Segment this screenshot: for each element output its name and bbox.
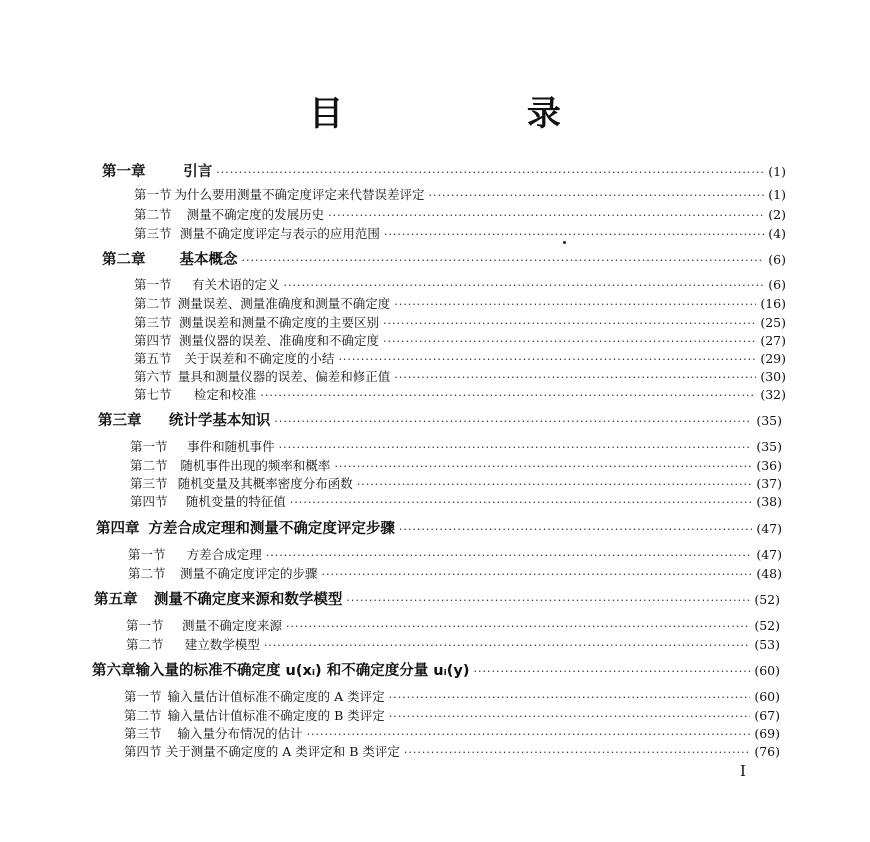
- section-number: 第四节: [130, 494, 168, 509]
- dot-leader: [346, 594, 750, 607]
- page-ref: (38): [756, 494, 782, 509]
- section-title: 随机变量的特征值: [185, 494, 286, 509]
- section-title: 方差合成定理: [186, 547, 262, 562]
- section-title: 关于误差和不确定度的小结: [184, 351, 335, 366]
- dot-leader: [266, 549, 753, 562]
- dot-leader: [279, 441, 753, 454]
- section-entry[interactable]: [134, 185, 786, 205]
- section-entry[interactable]: [134, 275, 786, 295]
- chapter-number: 第二章: [102, 252, 146, 268]
- dot-leader: [334, 460, 752, 473]
- dot-leader: [274, 415, 752, 428]
- section-title: 测量误差和测量不确定度的主要区别: [179, 315, 380, 330]
- page-ref: (76): [754, 744, 780, 759]
- section-number: 第二节: [134, 296, 172, 311]
- section-entry[interactable]: [126, 616, 780, 636]
- chapter-entry[interactable]: [102, 248, 786, 268]
- section-title: 输入量估计值标准不确定度的 B 类评定: [167, 708, 385, 723]
- section-title: 测量不确定度评定的步骤: [179, 566, 318, 581]
- page-ref: (60): [754, 689, 780, 704]
- section-entry[interactable]: [124, 724, 780, 744]
- dot-leader: [264, 639, 751, 652]
- dot-leader: [242, 254, 765, 267]
- section-title: 输入量估计值标准不确定度的 A 类评定: [167, 689, 385, 704]
- section-entry[interactable]: [134, 331, 786, 351]
- page-title: 目 录: [309, 94, 647, 134]
- page-ref: (36): [756, 458, 782, 473]
- page-ref: (69): [754, 726, 780, 741]
- chapter-title: 引言: [183, 164, 213, 180]
- page-ref: (60): [754, 663, 780, 678]
- page-ref: (52): [754, 618, 780, 633]
- page-ref: (4): [768, 226, 786, 241]
- dot-leader: [389, 710, 751, 723]
- section-number: 第一节: [124, 689, 162, 704]
- section-number: 第三节: [130, 476, 168, 491]
- section-entry[interactable]: [126, 635, 780, 655]
- dot-leader: [399, 523, 752, 536]
- page-ref: (1): [768, 164, 786, 179]
- dot-leader: [357, 478, 753, 491]
- page-ref: (47): [756, 547, 782, 562]
- section-number: 第二节: [128, 566, 166, 581]
- section-entry[interactable]: [124, 742, 780, 762]
- page-ref: (1): [768, 187, 786, 202]
- chapter-number: 第四章: [96, 521, 140, 537]
- section-title: 检定和校准: [193, 387, 257, 402]
- chapter-title: 输入量的标准不确定度 u(xᵢ) 和不确定度分量 uᵢ(y): [135, 663, 470, 679]
- section-entry[interactable]: [130, 456, 782, 476]
- chapter-number: 第五章: [94, 592, 138, 608]
- section-number: 第三节: [124, 726, 162, 741]
- section-entry[interactable]: [130, 437, 782, 457]
- dot-leader: [284, 279, 765, 292]
- section-title: 随机变量及其概率密度分布函数: [177, 476, 353, 491]
- section-entry[interactable]: [130, 492, 782, 512]
- dot-leader: [404, 746, 750, 759]
- section-entry[interactable]: [124, 687, 780, 707]
- section-number: 第二节: [134, 207, 172, 222]
- dot-leader: [384, 228, 764, 241]
- section-number: 第一节: [126, 618, 164, 633]
- page-number: I: [740, 762, 746, 780]
- section-entry[interactable]: [134, 205, 786, 225]
- dot-leader: [429, 189, 765, 202]
- section-number: 第三节: [134, 226, 172, 241]
- section-number: 第二节: [130, 458, 168, 473]
- section-title: 输入量分布情况的估计: [177, 726, 303, 741]
- section-title: 为什么要用测量不确定度评定来代替误差评定: [174, 187, 425, 202]
- section-title: 事件和随机事件: [187, 439, 275, 454]
- section-title: 测量不确定度来源: [182, 618, 283, 633]
- chapter-entry[interactable]: [94, 588, 780, 608]
- chapter-number: 第一章: [102, 164, 146, 180]
- section-number: 第三节: [134, 315, 172, 330]
- section-title: 测量不确定度评定与表示的应用范围: [179, 226, 380, 241]
- dot-leader: [260, 389, 756, 402]
- page-ref: (37): [756, 476, 782, 491]
- section-title: 有关术语的定义: [192, 277, 280, 292]
- section-entry[interactable]: [134, 385, 786, 405]
- section-number: 第五节: [134, 351, 172, 366]
- section-number: 第七节: [134, 387, 172, 402]
- section-entry[interactable]: [134, 367, 786, 387]
- dot-leader: [394, 298, 756, 311]
- section-entry[interactable]: [134, 349, 786, 369]
- dot-leader: [307, 728, 751, 741]
- section-number: 第四节: [124, 744, 162, 759]
- page-ref: (52): [754, 592, 780, 607]
- dot-leader: [389, 691, 751, 704]
- dot-leader: [216, 166, 764, 179]
- section-title: 建立数学模型: [184, 637, 260, 652]
- page-ref: (6): [768, 252, 786, 267]
- section-number: 第一节: [130, 439, 168, 454]
- page-ref: (35): [756, 439, 782, 454]
- section-title: 关于测量不确定度的 A 类评定和 B 类评定: [165, 744, 400, 759]
- section-entry[interactable]: [130, 474, 782, 494]
- chapter-entry[interactable]: [92, 659, 780, 679]
- section-entry[interactable]: [128, 545, 782, 565]
- page-ref: (2): [768, 207, 786, 222]
- chapter-entry[interactable]: [102, 160, 786, 180]
- page-ref: (25): [760, 315, 786, 330]
- dot-leader: [328, 209, 764, 222]
- section-title: 测量仪器的误差、准确度和不确定度: [179, 333, 380, 348]
- section-number: 第一节: [134, 277, 172, 292]
- chapter-number: 第三章: [98, 413, 142, 429]
- chapter-number: 第六章: [92, 663, 136, 679]
- page-ref: (27): [760, 333, 786, 348]
- section-entry[interactable]: [134, 294, 786, 314]
- section-entry[interactable]: [124, 706, 780, 726]
- section-title: 随机事件出现的频率和概率: [180, 458, 331, 473]
- page-ref: (47): [756, 521, 782, 536]
- page-ref: (53): [754, 637, 780, 652]
- page-ref: (67): [754, 708, 780, 723]
- chapter-entry[interactable]: [98, 409, 782, 429]
- section-number: 第二节: [126, 637, 164, 652]
- dot-leader: [383, 317, 756, 330]
- section-number: 第一节: [128, 547, 166, 562]
- section-title: 测量不确定度的发展历史: [186, 207, 325, 222]
- section-entry[interactable]: [134, 313, 786, 333]
- page-ref: (29): [760, 351, 786, 366]
- chapter-title: 统计学基本知识: [168, 413, 271, 429]
- dot-leader: [290, 496, 753, 509]
- dot-leader: [473, 665, 750, 678]
- dot-leader: [394, 371, 756, 384]
- dot-leader: [322, 568, 753, 581]
- section-entry[interactable]: [128, 564, 782, 584]
- page-ref: (6): [768, 277, 786, 292]
- section-entry[interactable]: [134, 224, 786, 244]
- section-title: 量具和测量仪器的误差、偏差和修正值: [177, 369, 391, 384]
- page-ref: (32): [760, 387, 786, 402]
- dot-leader: [286, 620, 750, 633]
- section-number: 第二节: [124, 708, 162, 723]
- dot-leader: [338, 353, 756, 366]
- page-ref: (30): [760, 369, 786, 384]
- section-number: 第一节: [134, 187, 172, 202]
- page-ref: (35): [756, 413, 782, 428]
- dot-leader: [383, 335, 756, 348]
- chapter-entry[interactable]: [96, 517, 782, 537]
- page-ref: (16): [760, 296, 786, 311]
- page-ref: (48): [756, 566, 782, 581]
- chapter-title: 方差合成定理和测量不确定度评定步骤: [148, 521, 395, 537]
- chapter-title: 测量不确定度来源和数学模型: [153, 592, 343, 608]
- chapter-title: 基本概念: [179, 252, 238, 268]
- section-title: 测量误差、测量准确度和测量不确定度: [177, 296, 391, 311]
- section-number: 第六节: [134, 369, 172, 384]
- section-number: 第四节: [134, 333, 172, 348]
